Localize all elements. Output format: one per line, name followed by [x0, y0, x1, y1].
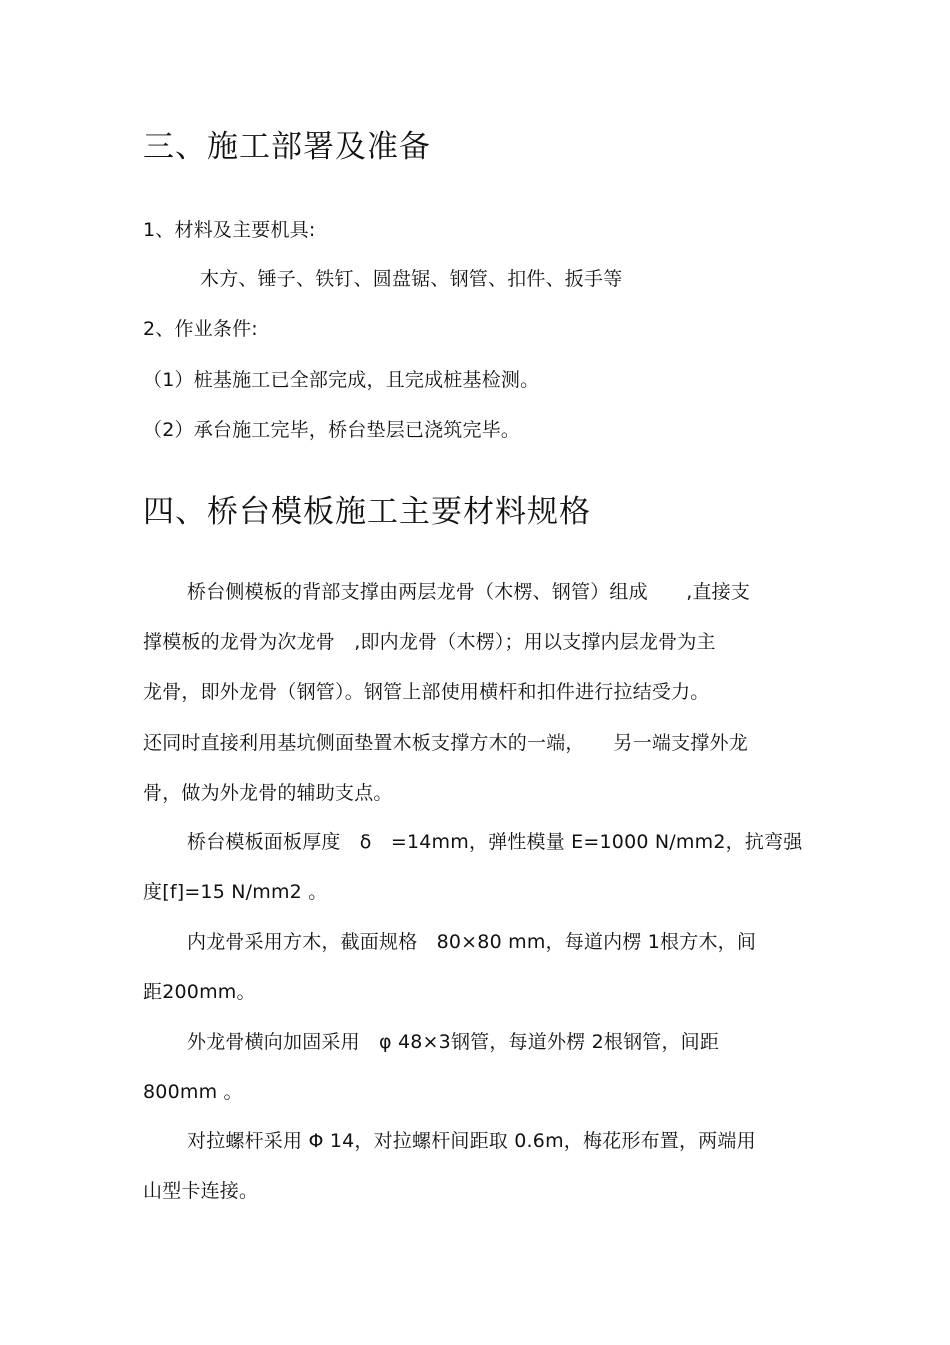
materials-list: 木方、锤子、铁钉、圆盘锯、钢管、扣件、扳手等 [200, 268, 623, 290]
paragraph-2-line-1: 桥台模板面板厚度 δ =14mm，弹性模量 E=1000 N/mm2，抗弯强 [187, 831, 803, 853]
section-4-heading: 四、桥台模板施工主要材料规格 [143, 494, 591, 530]
paragraph-2-line-2: 度[f]=15 N/mm2 。 [143, 881, 328, 903]
paragraph-3-line-1: 内龙骨采用方木，截面规格 80×80 mm，每道内楞 1根方木，间 [187, 931, 757, 953]
paragraph-1-line-4: 还同时直接利用基坑侧面垫置木板支撑方木的一端， 另一端支撑外龙 [143, 732, 748, 754]
paragraph-3-line-2: 距200mm。 [143, 981, 256, 1003]
paragraph-1-line-5: 骨，做为外龙骨的辅助支点。 [143, 782, 393, 804]
condition-2: （2）承台施工完毕，桥台垫层已浇筑完毕。 [143, 419, 521, 441]
paragraph-5-line-2: 山型卡连接。 [143, 1180, 259, 1202]
materials-label: 1、材料及主要机具: [143, 219, 316, 241]
paragraph-1-line-1: 桥台侧模板的背部支撑由两层龙骨（木楞、钢管）组成 ,直接支 [187, 581, 751, 603]
paragraph-1-line-2: 撑模板的龙骨为次龙骨 ,即内龙骨（木楞）；用以支撑内层龙骨为主 [143, 631, 716, 653]
paragraph-1-line-3: 龙骨，即外龙骨（钢管）。钢管上部使用横杆和扣件进行拉结受力。 [143, 681, 710, 703]
conditions-label: 2、作业条件: [143, 318, 258, 340]
paragraph-4-line-1: 外龙骨横向加固采用 φ 48×3钢管，每道外楞 2根钢管，间距 [187, 1031, 720, 1053]
paragraph-4-line-2: 800mm 。 [143, 1081, 243, 1103]
condition-1: （1）桩基施工已全部完成，且完成桩基检测。 [143, 369, 540, 391]
paragraph-5-line-1: 对拉螺杆采用 Φ 14，对拉螺杆间距取 0.6m，梅花形布置，两端用 [187, 1130, 756, 1152]
section-3-heading: 三、施工部署及准备 [143, 129, 431, 165]
